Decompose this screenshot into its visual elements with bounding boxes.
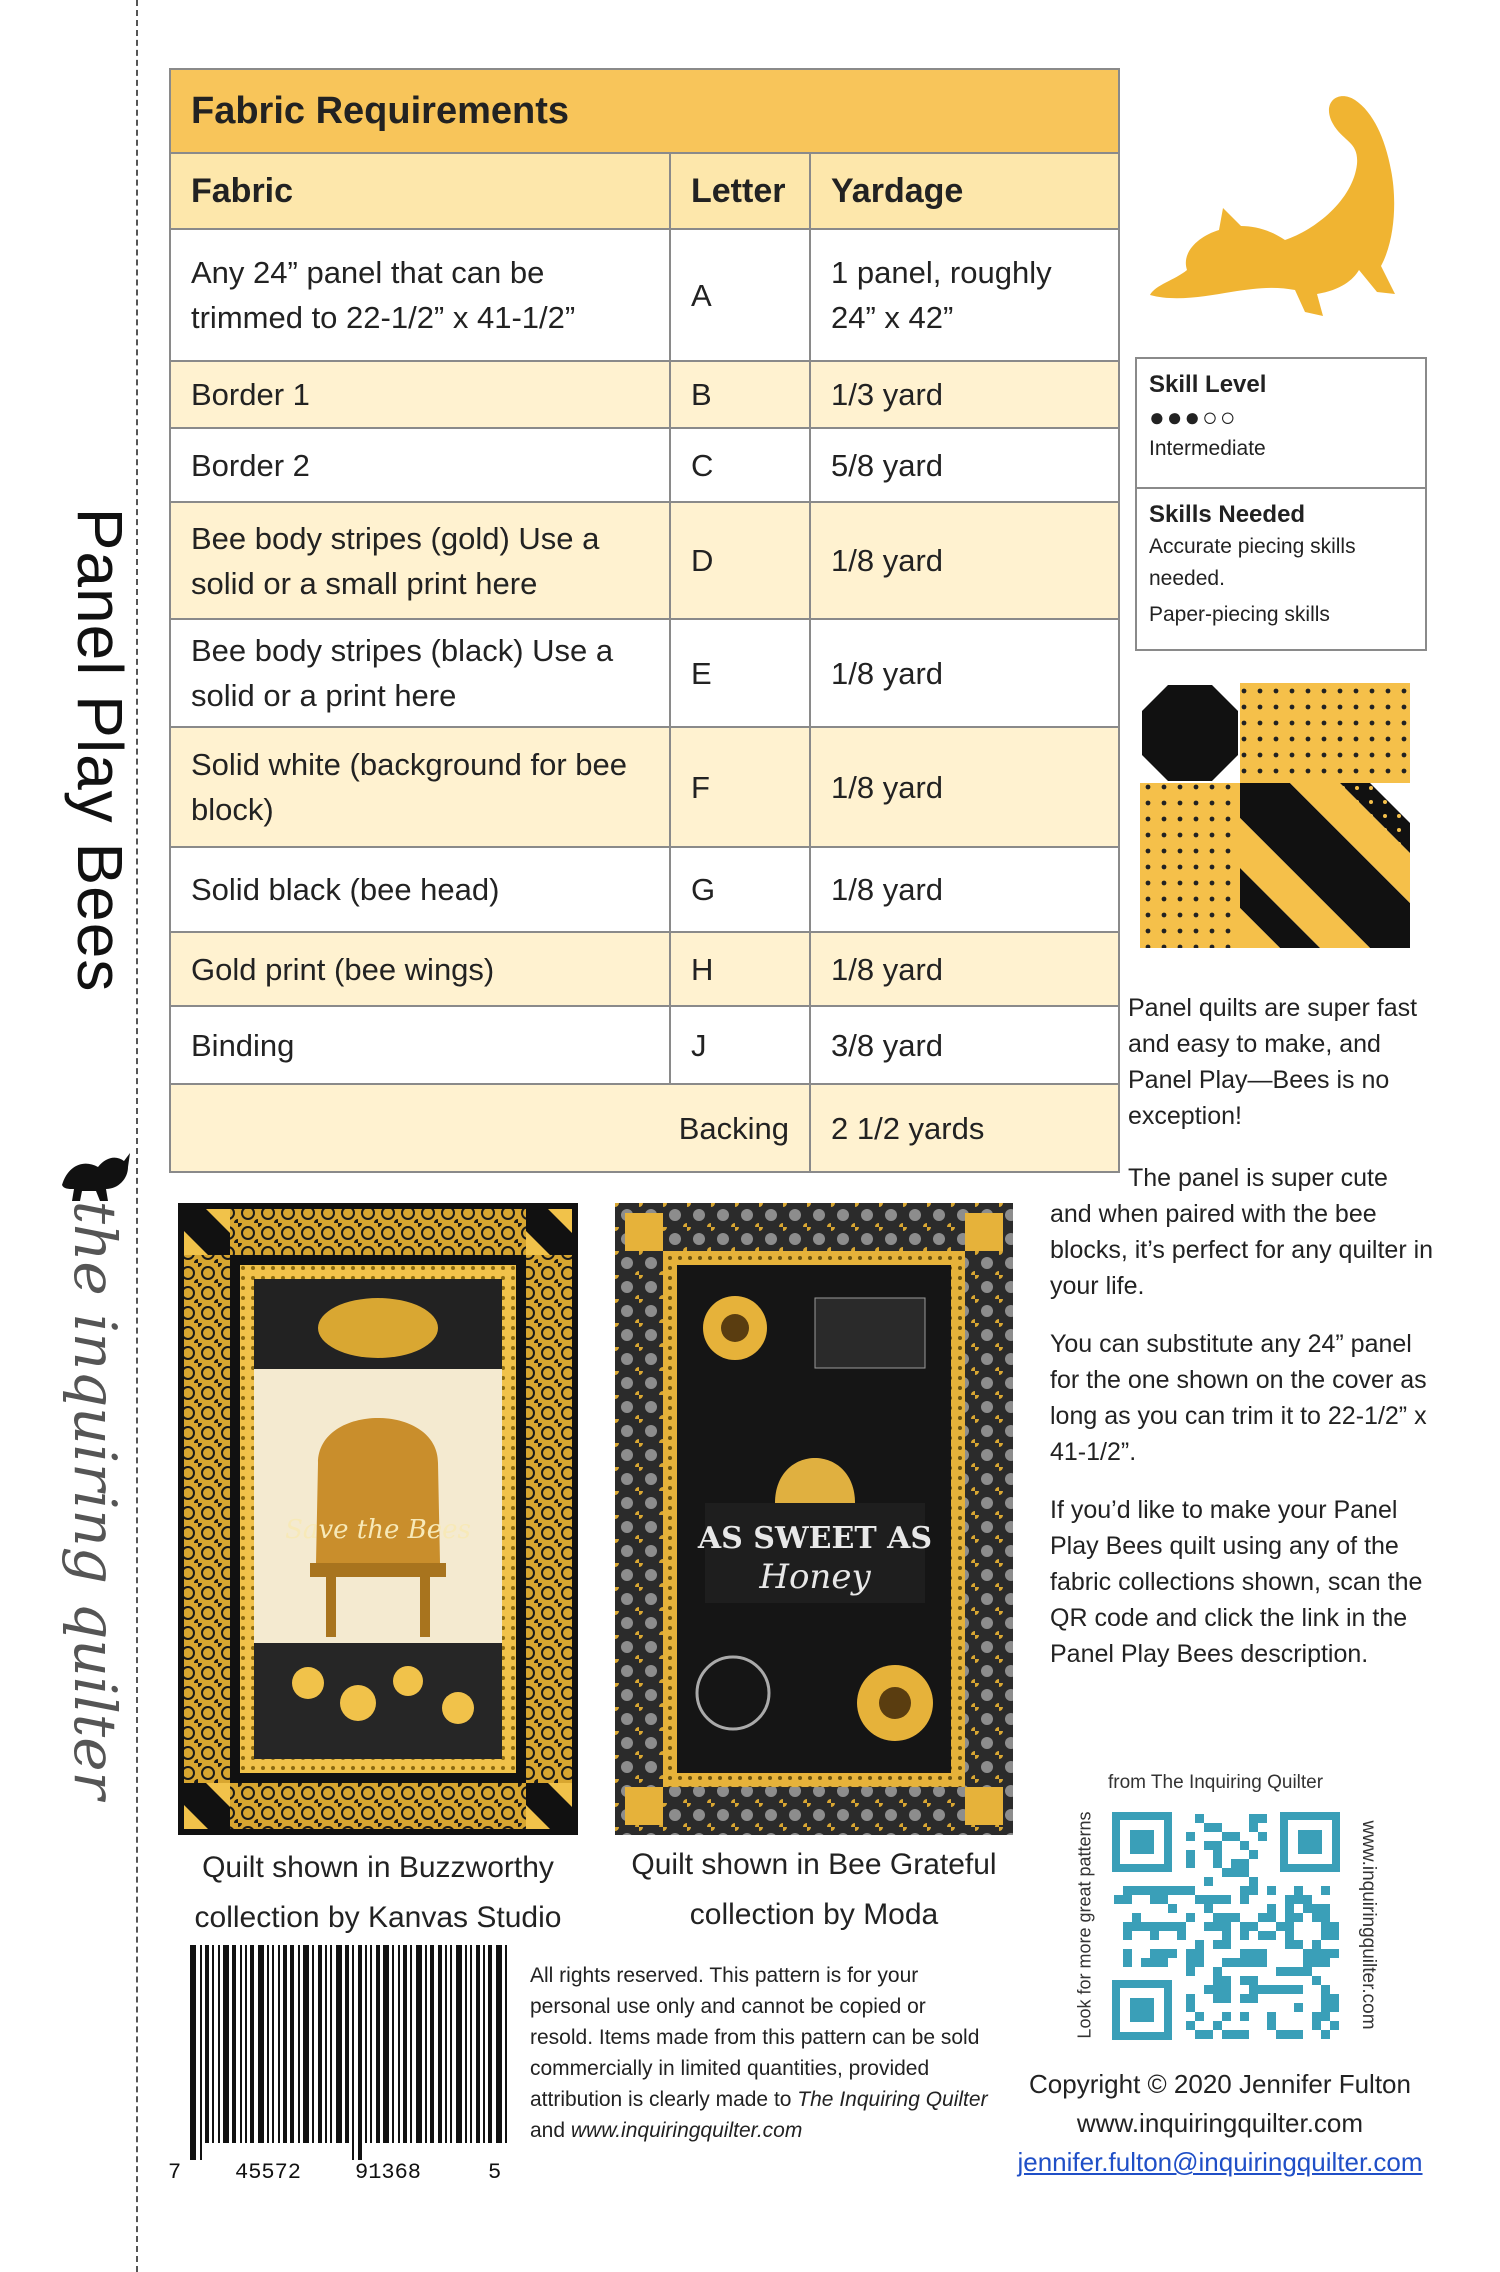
- cell-yardage: 1/8 yard: [810, 727, 1119, 847]
- cell-fabric: Bee body stripes (black) Use a solid or a print here: [170, 619, 670, 727]
- col-header-letter: Letter: [670, 153, 810, 229]
- cell-yardage: 1/8 yard: [810, 619, 1119, 727]
- table-row: [170, 727, 1119, 847]
- bee-block-illustration: [1140, 683, 1410, 948]
- blurb-paragraph: The panel is super cute and when paired with the bee blocks, it’s perfect for any quilter in your life.: [1050, 1164, 1434, 1300]
- caption-line: Quilt shown in Bee Grateful: [631, 1848, 997, 1881]
- table-row: [170, 502, 1119, 619]
- skill-level-dots: ●●●○○: [1149, 402, 1238, 432]
- cell-fabric: Solid white (background for bee block): [170, 727, 670, 847]
- cell-yardage: 1/8 yard: [810, 502, 1119, 619]
- caption-line: collection by Moda: [689, 1898, 939, 1931]
- cell-letter: D: [670, 502, 810, 619]
- table-row: [170, 932, 1119, 1006]
- cell-fabric: Gold print (bee wings): [170, 932, 670, 1006]
- rights-notice: [530, 1960, 990, 2146]
- skill-box: [1135, 357, 1427, 651]
- copyright-block: [995, 2065, 1445, 2182]
- caption-line: collection by Kanvas Studio: [194, 1901, 562, 1934]
- skill-level-section: [1137, 359, 1425, 489]
- cell-letter: B: [670, 361, 810, 428]
- cell-yardage: 5/8 yard: [810, 428, 1119, 502]
- cell-yardage: 1/8 yard: [810, 932, 1119, 1006]
- cell-letter: A: [670, 229, 810, 361]
- table-row: [170, 619, 1119, 727]
- caption-line: Quilt shown in Buzzworthy: [202, 1851, 554, 1884]
- qr-from-label: from The Inquiring Quilter: [1108, 1772, 1324, 1793]
- cell-letter: J: [670, 1006, 810, 1084]
- quilt-bee-grateful-image: [615, 1203, 1013, 1835]
- cell-letter: H: [670, 932, 810, 1006]
- blurb-paragraph: If you’d like to make your Panel Play Bees quilt using any of the fabric collections shown, scan the QR code and click the link in the Panel Play Bees description.: [1050, 1496, 1423, 1668]
- skills-needed-item: Accurate piecing skills needed.: [1149, 535, 1356, 590]
- cell-letter: C: [670, 428, 810, 502]
- skills-needed-section: [1137, 489, 1425, 641]
- qr-left-text: Look for more great patterns: [1074, 1811, 1095, 2039]
- qr-right-text: www.inquiringquilter.com: [1358, 1820, 1379, 2030]
- table-title: Fabric Requirements: [170, 69, 1119, 153]
- fabric-requirements-table: [169, 68, 1120, 1173]
- rights-brand: The Inquiring Quilter: [797, 2088, 988, 2111]
- cat-logo-icon: [1145, 80, 1405, 340]
- vertical-title-text: Panel Play Bees: [64, 507, 136, 993]
- rights-text: All rights reserved. This pattern is for your personal use only and cannot be copied or resold. Items made from this pattern can be sold commercially in limited quantities, provided attribution is clearly made to: [530, 1964, 980, 2111]
- copyright-line: Copyright © 2020 Jennifer Fulton: [1029, 2069, 1411, 2099]
- blurb-paragraph: Panel quilts are super fast and easy to make, and Panel Play—Bees is no exception!: [1128, 994, 1418, 1130]
- cell-letter: E: [670, 619, 810, 727]
- cell-yardage: 1/8 yard: [810, 847, 1119, 932]
- panel-script-text: Honey: [759, 1557, 871, 1597]
- caption-bee-grateful: [604, 1840, 1024, 1940]
- cell-fabric: Bee body stripes (gold) Use a solid or a small print here: [170, 502, 670, 619]
- cell-yardage: 1 panel, roughly 24” x 42”: [810, 229, 1119, 361]
- table-row: [170, 361, 1119, 428]
- cell-yardage: 1/3 yard: [810, 361, 1119, 428]
- backing-yardage: 2 1/2 yards: [810, 1084, 1119, 1172]
- cell-fabric: Solid black (bee head): [170, 847, 670, 932]
- barcode: [160, 1945, 510, 2180]
- rights-site: www.inquiringquilter.com: [570, 2119, 803, 2142]
- cell-yardage: 3/8 yard: [810, 1006, 1119, 1084]
- vertical-brand: [50, 1200, 140, 1800]
- cell-fabric: Border 2: [170, 428, 670, 502]
- vertical-brand-text: the inquiring quilter: [61, 1200, 129, 1800]
- blurb-paragraph: You can substitute any 24” panel for the one shown on the cover as long as you can trim it to 22-1/2” x 41-1/2”.: [1050, 1330, 1427, 1466]
- copyright-site: www.inquiringquilter.com: [1076, 2108, 1364, 2138]
- barcode-digit: 45572: [235, 2160, 302, 2180]
- cell-fabric: Binding: [170, 1006, 670, 1084]
- quilt-buzzworthy-image: [178, 1203, 578, 1835]
- col-header-fabric: Fabric: [170, 153, 670, 229]
- barcode-digit: 91368: [355, 2160, 422, 2180]
- cut-line: [136, 0, 138, 2272]
- col-header-yardage: Yardage: [810, 153, 1119, 229]
- backing-row: [170, 1084, 1119, 1172]
- skill-level-value: Intermediate: [1149, 437, 1266, 460]
- table-row: [170, 847, 1119, 932]
- skills-needed-item: Paper-piecing skills: [1149, 603, 1330, 626]
- table-row: [170, 1006, 1119, 1084]
- barcode-digit: 7: [168, 2160, 182, 2180]
- vertical-title: [60, 490, 140, 1010]
- skill-level-heading: Skill Level: [1149, 371, 1267, 398]
- blurb-top: [1128, 990, 1428, 1156]
- table-row: [170, 229, 1119, 361]
- table-row: [170, 428, 1119, 502]
- cell-fabric: Border 1: [170, 361, 670, 428]
- caption-buzzworthy: [168, 1843, 588, 1943]
- barcode-bars: [190, 1945, 510, 2160]
- qr-code[interactable]: [1108, 1808, 1344, 2044]
- cell-letter: F: [670, 727, 810, 847]
- rights-text: and: [530, 2119, 571, 2142]
- blurb-main: [1050, 1160, 1435, 1694]
- panel-text-line: AS SWEET AS: [697, 1521, 933, 1556]
- small-cat-icon: [54, 1145, 136, 1205]
- copyright-email-link[interactable]: jennifer.fulton@inquiringquilter.com: [1017, 2147, 1423, 2177]
- panel-script-text: Save the Bees: [285, 1515, 471, 1545]
- skills-needed-heading: Skills Needed: [1149, 501, 1306, 528]
- cell-fabric: Any 24” panel that can be trimmed to 22-1/2” x 41-1/2”: [170, 229, 670, 361]
- cell-letter: G: [670, 847, 810, 932]
- barcode-digit: 5: [488, 2160, 502, 2180]
- backing-label: Backing: [170, 1084, 810, 1172]
